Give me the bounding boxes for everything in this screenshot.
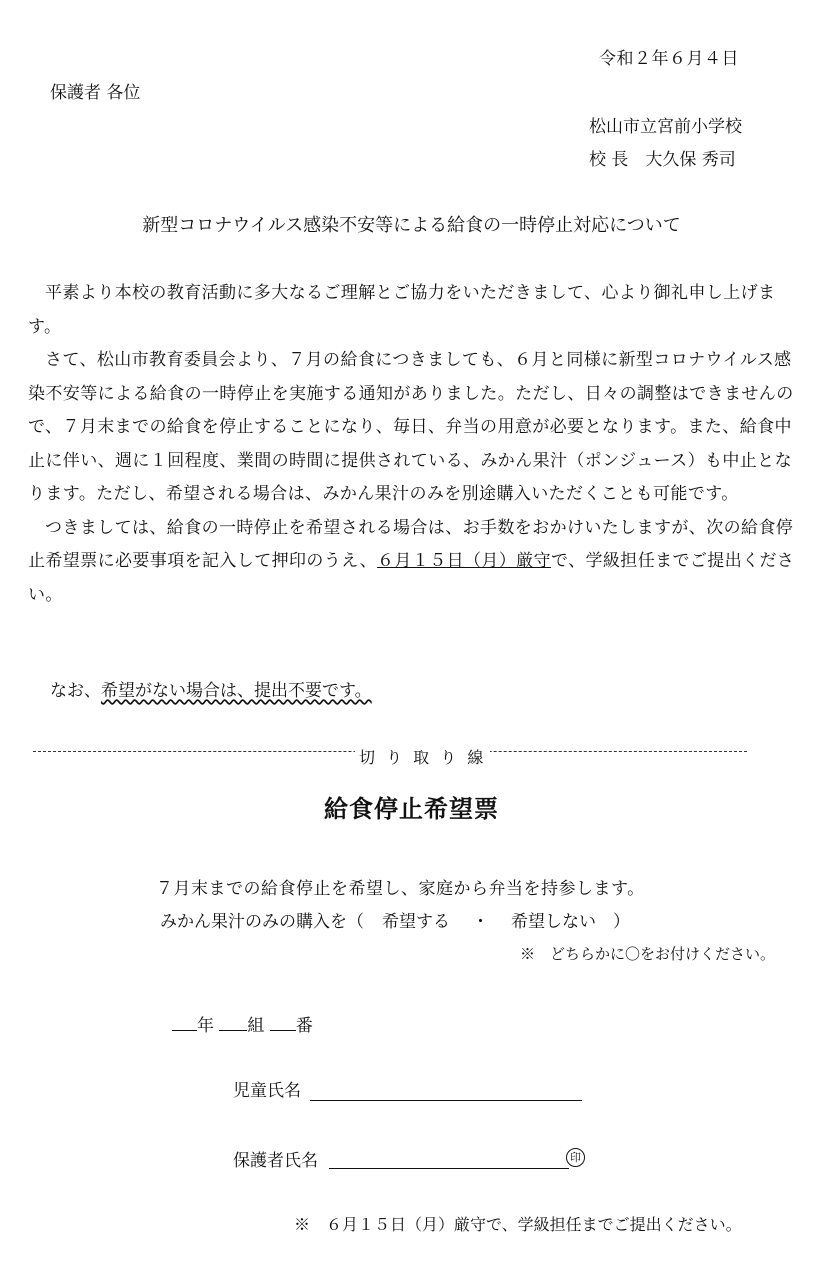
letter-subject: 新型コロナウイルス感染不安等による給食の一時停止対応について (142, 215, 681, 236)
class-blank[interactable] (219, 1012, 247, 1031)
juice-purchase-choice (160, 907, 630, 932)
class-label: 組 (247, 1016, 265, 1036)
body-paragraph-2: さて、松山市教育委員会より、７月の給食につきましても、６月と同様に新型コロナウイルス感染不安等による給食の一時停止を実施する通知がありました。ただし、日々の調整はできませんので、７月末までの給食を停止することになり、毎日、弁当の用意が必要となります。また、給食中止に伴い、週に１回程度、業間の時間に提供されている、みかん果汁（ポンジュース）も中止となります。ただし、希望される場合は、みかん果汁のみを別途購入いただくことも可能です。 (28, 350, 794, 504)
guardian-name-label: 保護者氏名 (233, 1151, 318, 1171)
letter-date: 令和２年６月４日 (599, 49, 739, 69)
note-emphasis: 希望がない場合は、提出不要です。 (101, 681, 372, 701)
school-name: 松山市立宮前小学校 (589, 117, 742, 137)
principal-name: 校 長 大久保 秀司 (589, 150, 736, 170)
option-separator: ・ (472, 912, 489, 932)
grade-class-number-row (172, 1011, 313, 1036)
body-paragraph-1: 平素より本校の教育活動に多大なるご理解とご協力をいただきまして、心より御礼申し上げます。 (28, 283, 776, 337)
paragraph-3-lead: つきましては、給食の一時停止を希望される場合は、お手数をおかけいたしますが、次の給食停止希望票に必要事項を記入して押印のうえ、 (28, 517, 794, 571)
child-name-label: 児童氏名 (233, 1081, 301, 1101)
final-deadline-note: ※ ６月１５日（月）厳守で、学級担任までご提出ください。 (294, 1215, 742, 1234)
no-submission-note (50, 676, 372, 701)
body-paragraph-3 (28, 512, 803, 613)
cut-line-label: 切 り 取 り 線 (355, 745, 490, 768)
note-prefix: なお、 (50, 681, 101, 701)
addressee: 保護者 各位 (50, 83, 141, 103)
grade-blank[interactable] (172, 1012, 197, 1031)
form-title: 給食停止希望票 (324, 794, 499, 823)
grade-label: 年 (197, 1016, 214, 1036)
paragraph-3-tail: で、学級担任までご提出ください。 (28, 551, 795, 605)
juice-choice-prefix: みかん果汁のみの購入を（ (160, 912, 364, 932)
submission-deadline: ６月１５日（月）厳守 (377, 551, 552, 571)
option-not-want[interactable]: 希望しない ） (511, 912, 630, 932)
option-want[interactable]: 希望する (382, 912, 450, 932)
circle-instruction: ※ どちらかに〇をお付けください。 (520, 945, 776, 963)
number-label: 番 (295, 1016, 313, 1036)
child-name-field[interactable] (310, 1100, 582, 1101)
form-statement: ７月末までの給食停止を希望し、家庭から弁当を持参します。 (156, 879, 645, 899)
number-blank[interactable] (270, 1012, 296, 1031)
seal-mark: 印 (566, 1148, 585, 1167)
letter-body (28, 277, 803, 612)
guardian-name-field[interactable] (329, 1168, 569, 1169)
